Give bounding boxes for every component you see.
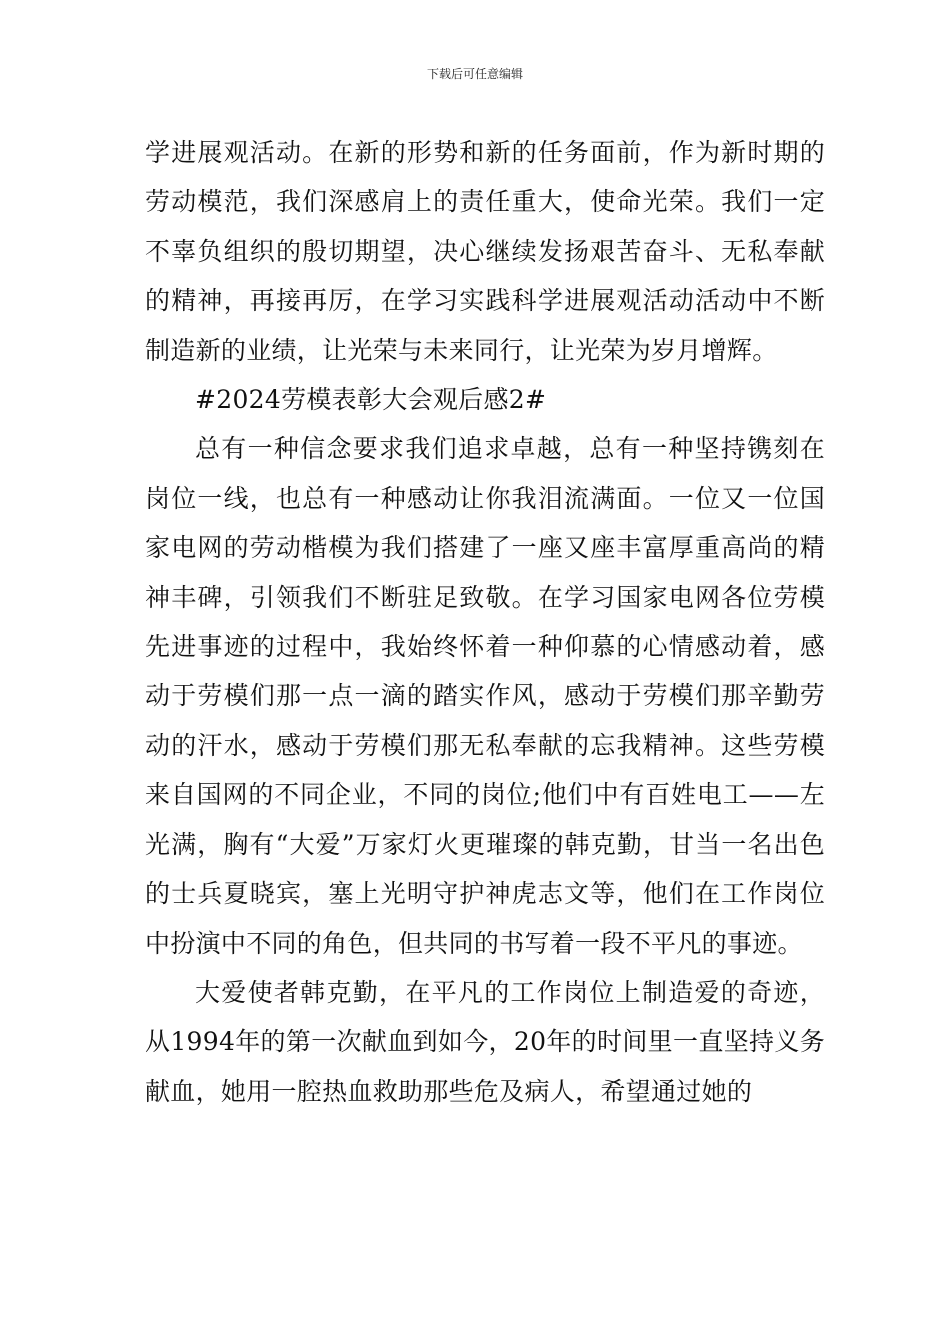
section-heading: #2024劳模表彰大会观后感2# <box>195 385 547 415</box>
paragraph-3: 大爱使者韩克勤，在平凡的工作岗位上制造爱的奇迹，从1994年的第一次献血到如今，20年的时间里一直坚持义务献血，她用一腔热血救助那些危及病人，希望通过她的 <box>145 977 825 1106</box>
page-header: 下载后可任意编辑 <box>426 67 523 81</box>
paragraph-2: 总有一种信念要求我们追求卓越，总有一种坚持镌刻在岗位一线，也总有一种感动让你我泪流满面。一位又一位国家电网的劳动楷模为我们搭建了一座又座丰富厚重高尚的精神丰碑，引领我们不断驻足致敬。在学习国家电网各位劳模先进事迹的过程中，我始终怀着一种仰慕的心情感动着，感动于劳模们那一点一滴的踏实作风，感动于劳模们那辛勤劳动的汗水，感动于劳模们那无私奉献的忘我精神。这些劳模来自国网的不同企业，不同的岗位;他们中有百姓电工——左光满，胸有“大爱”万家灯火更璀璨的韩克勤，甘当一名出色的士兵夏晓宾，塞上光明守护神虎志文等，他们在工作岗位中扮演中不同的角色，但共同的书写着一段不平凡的事迹。 <box>145 434 825 958</box>
paragraph-1: 学进展观活动。在新的形势和新的任务面前，作为新时期的劳动模范，我们深感肩上的责任重大，使命光荣。我们一定不辜负组织的殷切期望，决心继续发扬艰苦奋斗、无私奉献的精神，再接再厉，在学习实践科学进展观活动活动中不断制造新的业绩，让光荣与未来同行，让光荣为岁月增辉。 <box>145 138 825 365</box>
document-body <box>145 128 825 1116</box>
